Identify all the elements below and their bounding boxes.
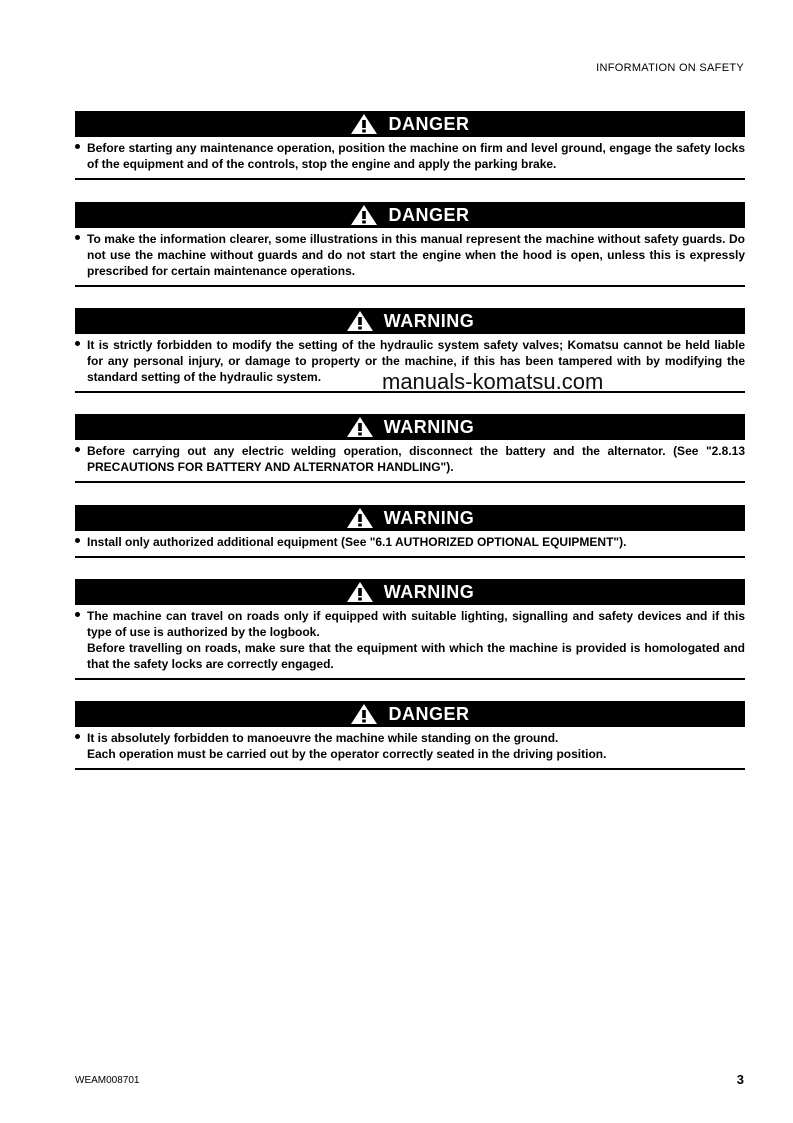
notice-title: DANGER bbox=[388, 204, 470, 225]
notice-title: DANGER bbox=[388, 113, 470, 134]
notice-body bbox=[75, 727, 745, 768]
danger-notice bbox=[75, 111, 745, 180]
notice-body bbox=[75, 440, 745, 481]
notice-title: WARNING bbox=[383, 581, 475, 602]
warning-notice bbox=[75, 414, 745, 483]
notice-title-bar bbox=[75, 579, 745, 605]
warning-notice bbox=[75, 505, 745, 558]
watermark-text: manuals-komatsu.com bbox=[382, 369, 604, 394]
notice-title-bar bbox=[75, 701, 745, 727]
section-title: INFORMATION ON SAFETY bbox=[596, 62, 744, 74]
warning-triangle-icon bbox=[346, 581, 374, 603]
notice-body bbox=[75, 137, 745, 178]
notice-body bbox=[75, 531, 745, 556]
danger-notice bbox=[75, 701, 745, 770]
warning-triangle-icon bbox=[350, 703, 378, 725]
warning-triangle-icon bbox=[350, 113, 378, 135]
notice-title: WARNING bbox=[383, 310, 475, 331]
notice-title: DANGER bbox=[388, 703, 470, 724]
page-number: 3 bbox=[736, 1072, 744, 1087]
notice-title-bar bbox=[75, 505, 745, 531]
bullet-icon bbox=[75, 447, 80, 452]
notice-text: It is absolutely forbidden to manoeuvre the machine while standing on the ground. bbox=[87, 731, 559, 745]
notice-body bbox=[75, 605, 745, 678]
notice-title: WARNING bbox=[383, 507, 475, 528]
notice-text: Before carrying out any electric welding operation, disconnect the battery and the alternator. (See "2.8.13 PRECAUTIONS FOR BATTERY AND ALTERNATOR HANDLING"). bbox=[87, 444, 745, 474]
bullet-icon bbox=[75, 144, 80, 149]
notice-text: Before travelling on roads, make sure that the equipment with which the machine is provided is homologated and that the safety locks are correctly engaged. bbox=[87, 641, 745, 671]
notice-title-bar bbox=[75, 308, 745, 334]
warning-triangle-icon bbox=[350, 204, 378, 226]
bullet-icon bbox=[75, 341, 80, 346]
notice-text: To make the information clearer, some illustrations in this manual represent the machine without safety guards. Do not use the machine without guards and do not start the engine when the hood is open, unless this is expressly prescribed for certain maintenance operations. bbox=[87, 232, 745, 278]
bullet-icon bbox=[75, 235, 80, 240]
warning-triangle-icon bbox=[346, 310, 374, 332]
danger-notice bbox=[75, 202, 745, 287]
bullet-icon bbox=[75, 612, 80, 617]
bullet-icon bbox=[75, 538, 80, 543]
notice-text: Before starting any maintenance operation, position the machine on firm and level ground, engage the safety locks of the equipment and of the controls, stop the engine and apply the parking brake. bbox=[87, 141, 745, 171]
notice-text: Install only authorized additional equipment (See "6.1 AUTHORIZED OPTIONAL EQUIPMENT"). bbox=[87, 535, 627, 549]
notice-text: Each operation must be carried out by the operator correctly seated in the driving position. bbox=[87, 747, 607, 761]
warning-triangle-icon bbox=[346, 416, 374, 438]
document-code: WEAM008701 bbox=[75, 1075, 140, 1086]
notice-title: WARNING bbox=[383, 416, 475, 437]
bullet-icon bbox=[75, 734, 80, 739]
warning-triangle-icon bbox=[346, 507, 374, 529]
notice-text: The machine can travel on roads only if equipped with suitable lighting, signalling and safety devices and if this type of use is authorized by the logbook. bbox=[87, 609, 745, 639]
notice-text: It is strictly forbidden to modify the setting of the hydraulic system safety valves; Komatsu cannot be held liable for any personal injury, or damage to property or the machine, if this has been tampered with by modifying the standard setting of the hydraulic system. bbox=[87, 338, 745, 384]
notice-title-bar bbox=[75, 202, 745, 228]
warning-notice bbox=[75, 579, 745, 680]
notice-title-bar bbox=[75, 111, 745, 137]
notice-body bbox=[75, 228, 745, 285]
notice-title-bar bbox=[75, 414, 745, 440]
